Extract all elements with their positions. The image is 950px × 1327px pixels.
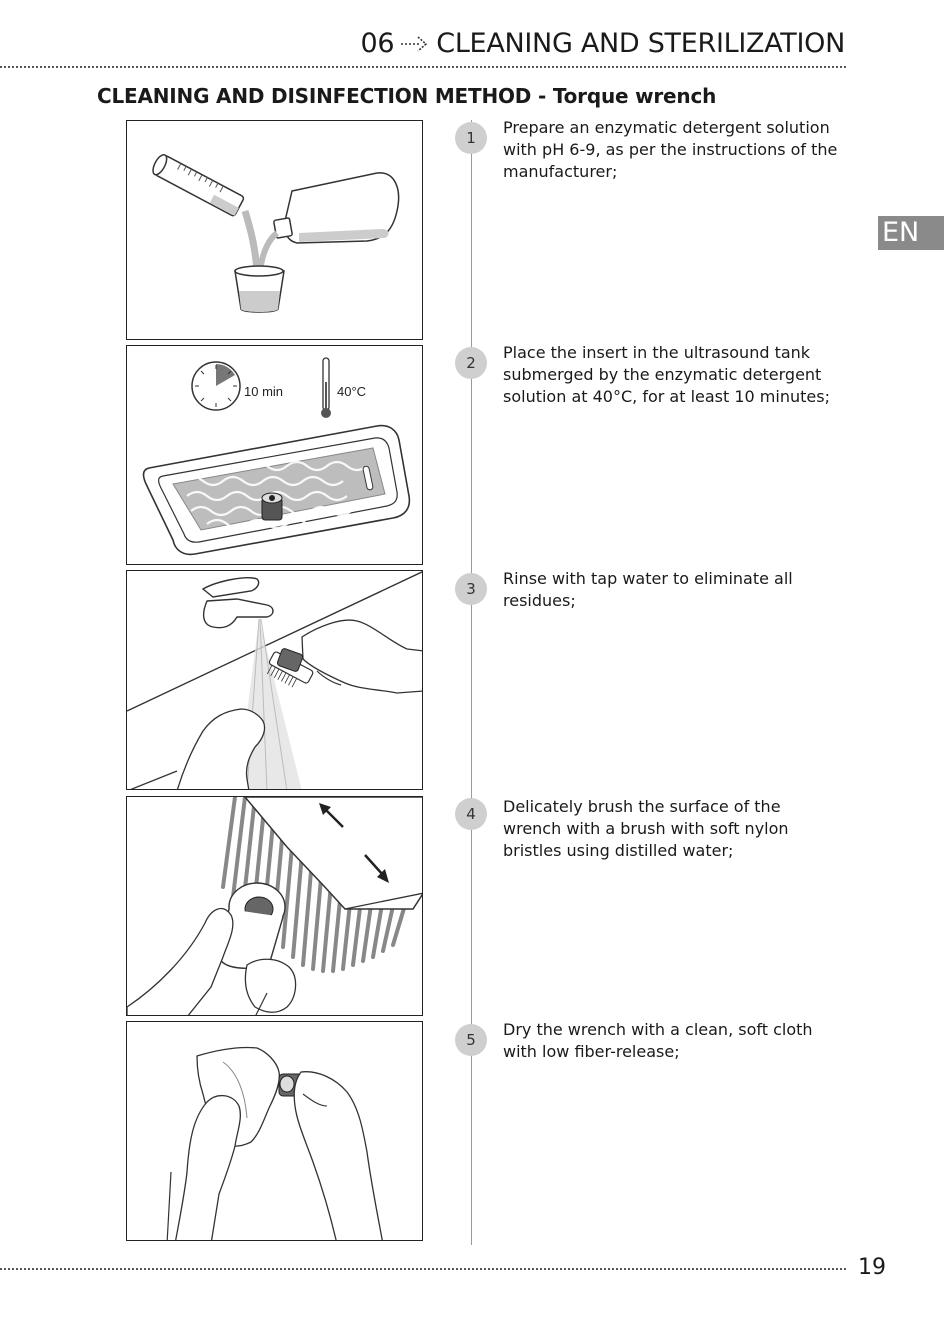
- illustration-step-3: [126, 570, 423, 790]
- step-number-5: 5: [455, 1024, 487, 1056]
- thermometer-icon: [321, 358, 331, 418]
- step-number-4: 4: [455, 798, 487, 830]
- illustration-step-1: [126, 120, 423, 340]
- chapter-header: [361, 28, 846, 60]
- language-tab: EN: [878, 216, 944, 250]
- step-number-2: 2: [455, 347, 487, 379]
- footer-divider: [0, 1268, 846, 1270]
- page-number: 19: [858, 1255, 886, 1280]
- temperature-label: 40°C: [337, 384, 367, 399]
- chapter-title: CLEANING AND STERILIZATION: [436, 28, 845, 59]
- illustration-step-5: [126, 1021, 423, 1241]
- illustration-step-2: [126, 345, 423, 565]
- dotted-arrow-right-icon: [400, 29, 430, 60]
- step-timeline: [471, 120, 472, 1245]
- chapter-number: 06: [360, 28, 395, 59]
- step-text-1: Prepare an enzymatic detergent solution with pH 6-9, as per the instructions of the manufacturer;: [503, 118, 838, 181]
- page-title: CLEANING AND DISINFECTION METHOD - Torque wrench: [97, 84, 717, 108]
- step-number-3: 3: [455, 573, 487, 605]
- step-text-5: Dry the wrench with a clean, soft cloth with low fiber-release;: [503, 1020, 813, 1061]
- step-text-2: Place the insert in the ultrasound tank submerged by the enzymatic detergent solution at 40°C, for at least 10 minutes;: [503, 343, 830, 406]
- step-number-1: 1: [455, 122, 487, 154]
- step-text-4: Delicately brush the surface of the wrench with a brush with soft nylon bristles using distilled water;: [503, 797, 789, 860]
- timer-label: 10 min: [244, 384, 284, 399]
- header-divider: [0, 66, 846, 68]
- illustration-step-4: [126, 796, 423, 1016]
- stopwatch-icon: [192, 362, 240, 410]
- step-text-3: Rinse with tap water to eliminate all residues;: [503, 569, 793, 610]
